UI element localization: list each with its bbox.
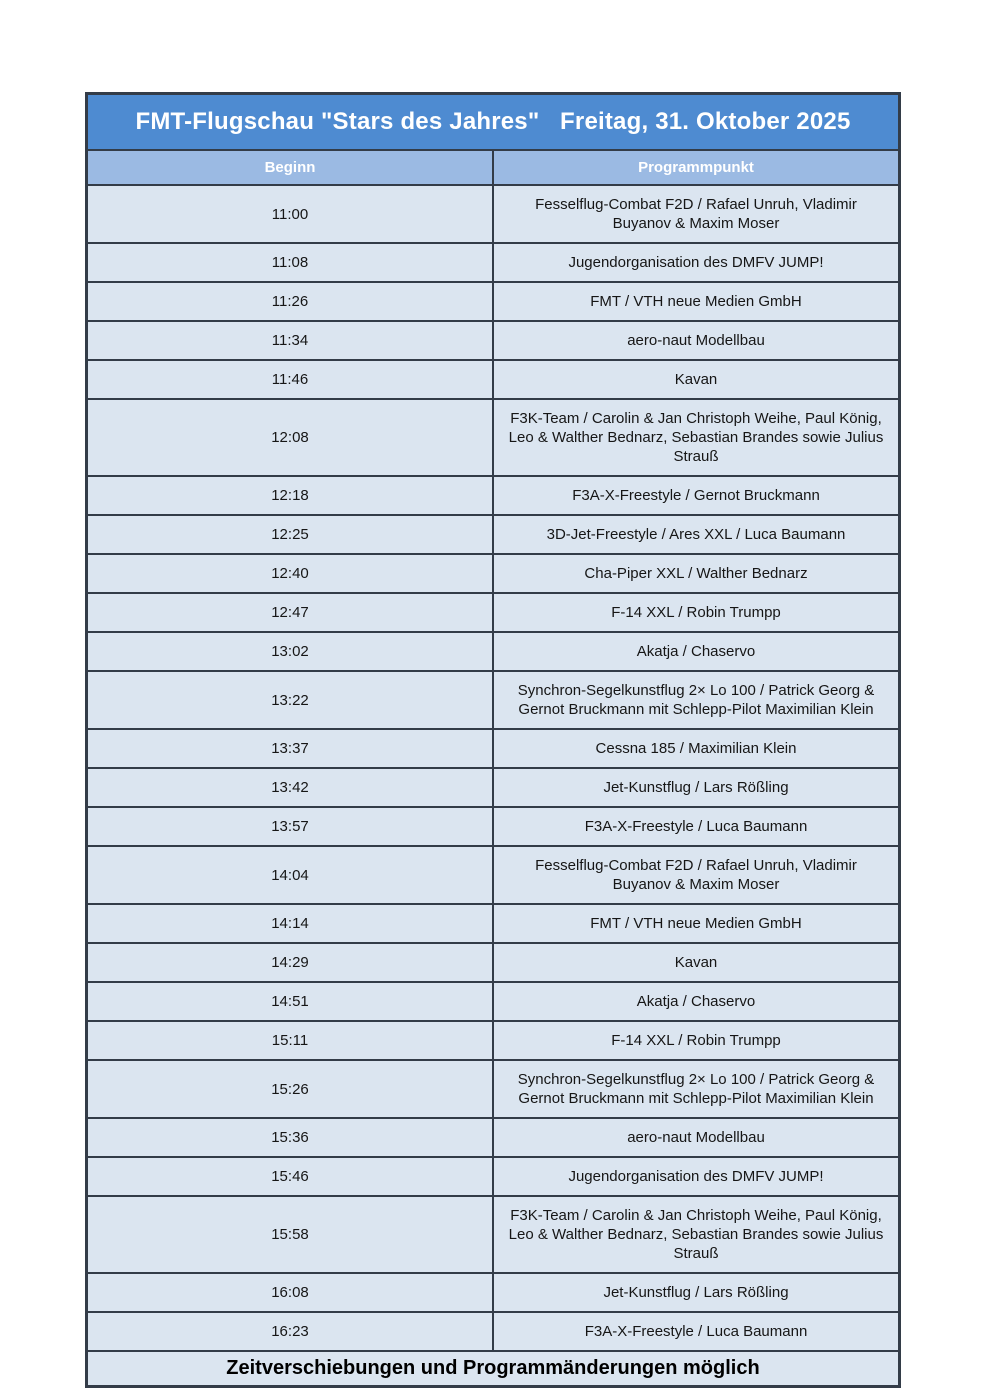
schedule-row <box>87 1312 900 1351</box>
column-header-programmpunkt: Programmpunkt <box>493 150 900 185</box>
schedule-row <box>87 515 900 554</box>
row-program: Jet-Kunstflug / Lars Rößling <box>493 1273 900 1312</box>
row-program: FMT / VTH neue Medien GmbH <box>493 904 900 943</box>
row-program: Kavan <box>493 943 900 982</box>
row-program: F-14 XXL / Robin Trumpp <box>493 1021 900 1060</box>
row-time: 15:26 <box>87 1060 494 1118</box>
row-program: Cessna 185 / Maximilian Klein <box>493 729 900 768</box>
row-time: 16:08 <box>87 1273 494 1312</box>
schedule-row <box>87 768 900 807</box>
schedule-row <box>87 282 900 321</box>
column-header-row <box>87 150 900 185</box>
row-time: 15:36 <box>87 1118 494 1157</box>
row-time: 13:22 <box>87 671 494 729</box>
schedule-row <box>87 1273 900 1312</box>
row-time: 11:34 <box>87 321 494 360</box>
schedule-row <box>87 476 900 515</box>
row-program: F3A-X-Freestyle / Luca Baumann <box>493 807 900 846</box>
row-time: 13:42 <box>87 768 494 807</box>
row-time: 11:26 <box>87 282 494 321</box>
row-program: Jet-Kunstflug / Lars Rößling <box>493 768 900 807</box>
schedule-row <box>87 360 900 399</box>
row-time: 12:25 <box>87 515 494 554</box>
row-program: Jugendorganisation des DMFV JUMP! <box>493 1157 900 1196</box>
row-time: 12:08 <box>87 399 494 476</box>
column-header-beginn: Beginn <box>87 150 494 185</box>
title-row <box>87 94 900 151</box>
schedule-row <box>87 1021 900 1060</box>
row-time: 14:29 <box>87 943 494 982</box>
schedule-row <box>87 554 900 593</box>
row-program: Jugendorganisation des DMFV JUMP! <box>493 243 900 282</box>
row-program: Synchron-Segelkunstflug 2× Lo 100 / Patrick Georg & Gernot Bruckmann mit Schlepp-Pilot Maximilian Klein <box>493 671 900 729</box>
row-program: Fesselflug-Combat F2D / Rafael Unruh, Vladimir Buyanov & Maxim Moser <box>493 846 900 904</box>
schedule-row <box>87 943 900 982</box>
schedule-row <box>87 1118 900 1157</box>
row-time: 14:51 <box>87 982 494 1021</box>
row-program: aero-naut Modellbau <box>493 1118 900 1157</box>
schedule-row <box>87 243 900 282</box>
row-time: 11:46 <box>87 360 494 399</box>
schedule-row <box>87 185 900 243</box>
row-time: 11:08 <box>87 243 494 282</box>
row-time: 13:57 <box>87 807 494 846</box>
row-program: F-14 XXL / Robin Trumpp <box>493 593 900 632</box>
schedule-row <box>87 1060 900 1118</box>
row-time: 15:58 <box>87 1196 494 1273</box>
table-footer-note: Zeitverschiebungen und Programmänderungen möglich <box>87 1351 900 1387</box>
schedule-table <box>85 92 901 1388</box>
row-time: 13:37 <box>87 729 494 768</box>
schedule-row <box>87 399 900 476</box>
schedule-row <box>87 846 900 904</box>
row-program: Cha-Piper XXL / Walther Bednarz <box>493 554 900 593</box>
footer-row <box>87 1351 900 1387</box>
row-program: F3A-X-Freestyle / Luca Baumann <box>493 1312 900 1351</box>
row-program: F3K-Team / Carolin & Jan Christoph Weihe, Paul König, Leo & Walther Bednarz, Sebastian Brandes sowie Julius Strauß <box>493 1196 900 1273</box>
row-time: 16:23 <box>87 1312 494 1351</box>
schedule-row <box>87 1157 900 1196</box>
table-title: FMT-Flugschau "Stars des Jahres" Freitag, 31. Oktober 2025 <box>87 94 900 151</box>
row-time: 12:47 <box>87 593 494 632</box>
schedule-row <box>87 729 900 768</box>
row-program: Akatja / Chaservo <box>493 982 900 1021</box>
row-program: Kavan <box>493 360 900 399</box>
row-program: FMT / VTH neue Medien GmbH <box>493 282 900 321</box>
row-time: 12:18 <box>87 476 494 515</box>
schedule-row <box>87 632 900 671</box>
schedule-row <box>87 982 900 1021</box>
row-program: F3K-Team / Carolin & Jan Christoph Weihe, Paul König, Leo & Walther Bednarz, Sebastian Brandes sowie Julius Strauß <box>493 399 900 476</box>
schedule-row <box>87 671 900 729</box>
row-program: Synchron-Segelkunstflug 2× Lo 100 / Patrick Georg & Gernot Bruckmann mit Schlepp-Pilot Maximilian Klein <box>493 1060 900 1118</box>
row-time: 11:00 <box>87 185 494 243</box>
row-time: 15:46 <box>87 1157 494 1196</box>
row-program: Fesselflug-Combat F2D / Rafael Unruh, Vladimir Buyanov & Maxim Moser <box>493 185 900 243</box>
schedule-row <box>87 807 900 846</box>
row-time: 14:14 <box>87 904 494 943</box>
schedule-row <box>87 904 900 943</box>
row-program: 3D-Jet-Freestyle / Ares XXL / Luca Baumann <box>493 515 900 554</box>
schedule-row <box>87 593 900 632</box>
row-program: Akatja / Chaservo <box>493 632 900 671</box>
schedule-rows <box>87 185 900 1351</box>
schedule-row <box>87 321 900 360</box>
row-program: F3A-X-Freestyle / Gernot Bruckmann <box>493 476 900 515</box>
row-time: 15:11 <box>87 1021 494 1060</box>
row-time: 14:04 <box>87 846 494 904</box>
schedule-row <box>87 1196 900 1273</box>
row-program: aero-naut Modellbau <box>493 321 900 360</box>
row-time: 13:02 <box>87 632 494 671</box>
row-time: 12:40 <box>87 554 494 593</box>
